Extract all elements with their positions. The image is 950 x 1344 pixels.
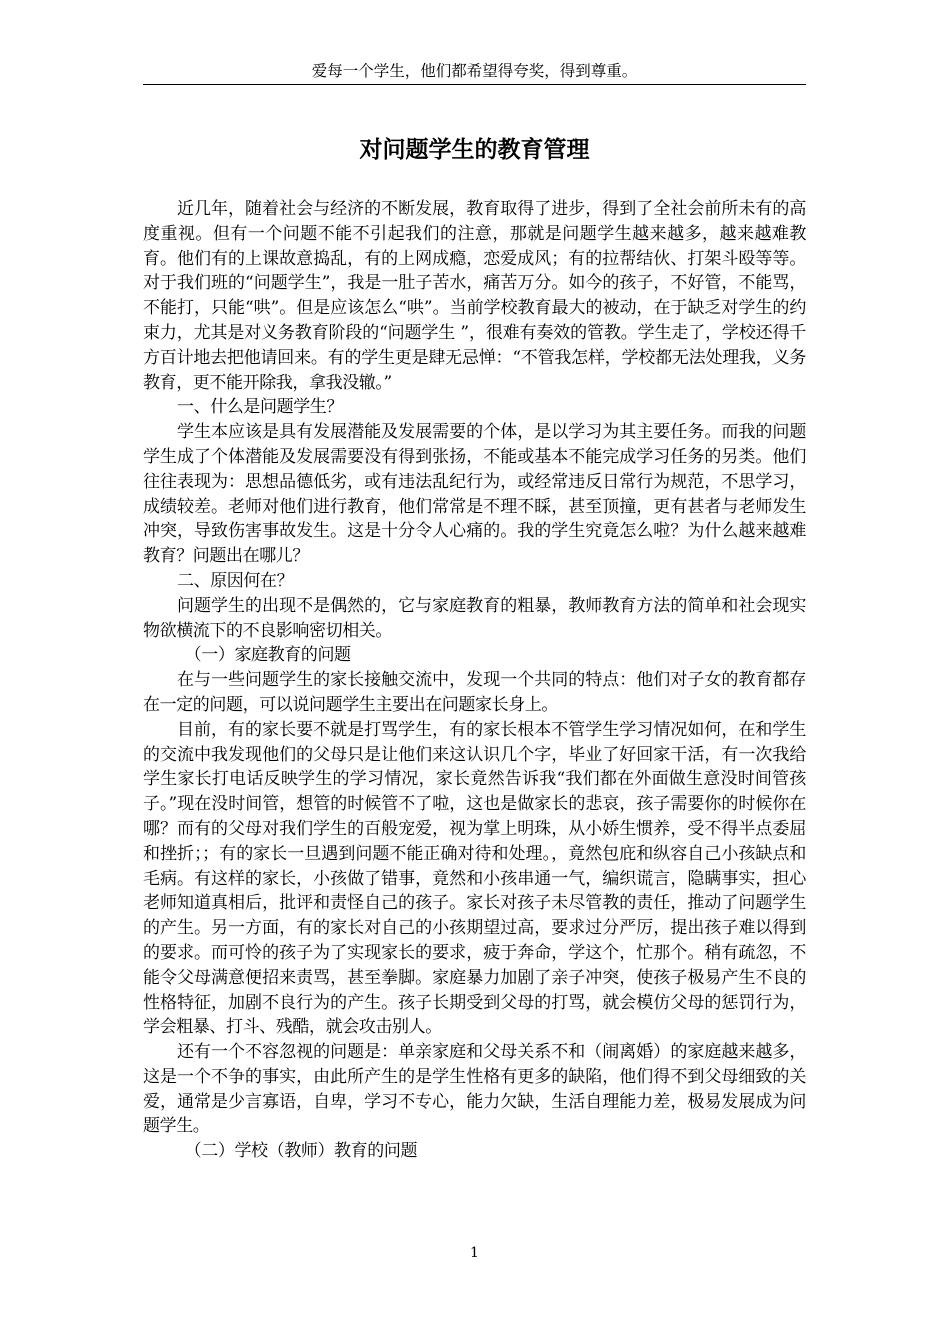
page-number: 1: [470, 1245, 479, 1261]
section-heading-causes: 二、原因何在？: [177, 570, 294, 591]
subsection-heading-family: （一）家庭教育的问题: [184, 645, 351, 666]
subsection-heading-school: （二）学校（教师）教育的问题: [184, 1141, 418, 1162]
paragraph-causes-summary: 问题学生的出现不是偶然的，它与家庭教育的粗暴，教师教育方法的简单和社会现实物欲横流下的不良影响密切相关。: [143, 595, 806, 641]
page-header-text: 爱每一个学生，他们都希望得夸奖，得到尊重。: [311, 62, 638, 80]
paragraph-family-details: 目前，有的家长要不就是打骂学生，有的家长根本不管学生学习情况如何，在和学生的交流中我发现他们的父母只是让他们来这认识几个字，毕业了好回家干活，有一次我给学生家长打电话反映学生的学习情况，家长竟然告诉我“我们都在外面做生意没时间管孩子。”现在没时间管，想管的时候管不了啦，这也是做家长的悲哀，孩子需要你的时候你在哪？而有的父母对我们学生的百般宠爱，视为掌上明珠，从小娇生惯养，受不得半点委屈和挫折；；有的家长一旦遇到问题不能正确对待和处理。，竟然包庇和纵容自己小孩缺点和毛病。有这样的家长，小孩做了错事，竟然和小孩串通一气，编织谎言，隐瞒事实，担心老师知道真相后，批评和责怪自己的孩子。家长对孩子未尽管教的责任，推动了问题学生的产生。另一方面，有的家长对自己的小孩期望过高，要求过分严厉，提出孩子难以得到的要求。而可怜的孩子为了实现家长的要求，疲于奔命，学这个，忙那个。稍有疏忽，不能令父母满意便招来责骂，甚至拳脚。家庭暴力加剧了亲子冲突，使孩子极易产生不良的性格特征，加剧不良行为的产生。孩子长期受到父母的打骂，就会模仿父母的惩罚行为，学会粗暴、打斗、残酷，就会攻击别人。: [143, 719, 806, 1038]
paragraph-definition: 学生本应该是具有发展潜能及发展需要的个体，是以学习为其主要任务。而我的问题学生成了个体潜能及发展需要没有得到张扬，不能或基本不能完成学习任务的另类。他们往往表现为：思想品德低劣，或有违法乱纪行为，或经常违反日常行为规范，不思学习，成绩较差。老师对他们进行教育，他们常常是不理不睬，甚至顶撞，更有甚者与老师发生冲突，导致伤害事故发生。这是十分令人心痛的。我的学生究竟怎么啦？为什么越来越难教育？问题出在哪儿？: [143, 422, 806, 567]
paragraph-single-parent: 还有一个不容忽视的问题是：单亲家庭和父母关系不和（闹离婚）的家庭越来越多，这是一个不争的事实，由此所产生的是学生性格有更多的缺陷，他们得不到父母细致的关爱，通常是少言寡语，自卑，学习不专心，能力欠缺，生活自理能力差，极易发展成为问题学生。: [143, 1042, 806, 1137]
document-title: 对问题学生的教育管理: [359, 137, 590, 163]
paragraph-family-intro: 在与一些问题学生的家长接触交流中，发现一个共同的特点：他们对子女的教育都存在一定的问题，可以说问题学生主要出在问题家长身上。: [143, 670, 806, 715]
paragraph-intro: 近几年，随着社会与经济的不断发展，教育取得了进步，得到了全社会前所未有的高度重视。但有一个问题不能不引起我们的注意，那就是问题学生越来越多，越来越难教育。他们有的上课故意捣乱，有的上网成瘾，恋爱成风；有的拉帮结伙、打架斗殴等等。对于我们班的“问题学生”，我是一肚子苦水，痛苦万分。如今的孩子，不好管，不能骂，不能打，只能“哄”。但是应该怎么“哄”。当前学校教育最大的被动，在于缺乏对学生的约束力，尤其是对义务教育阶段的“问题学生 ”，很难有奏效的管教。学生走了，学校还得千方百计地去把他请回来。有的学生更是肆无忌惮：“不管我怎样，学校都无法处理我，义务教育，更不能开除我，拿我没辙。”: [143, 199, 806, 393]
header-divider: [143, 84, 806, 85]
section-heading-what-is: 一、什么是问题学生？: [177, 397, 343, 418]
document-body: [143, 197, 806, 1164]
